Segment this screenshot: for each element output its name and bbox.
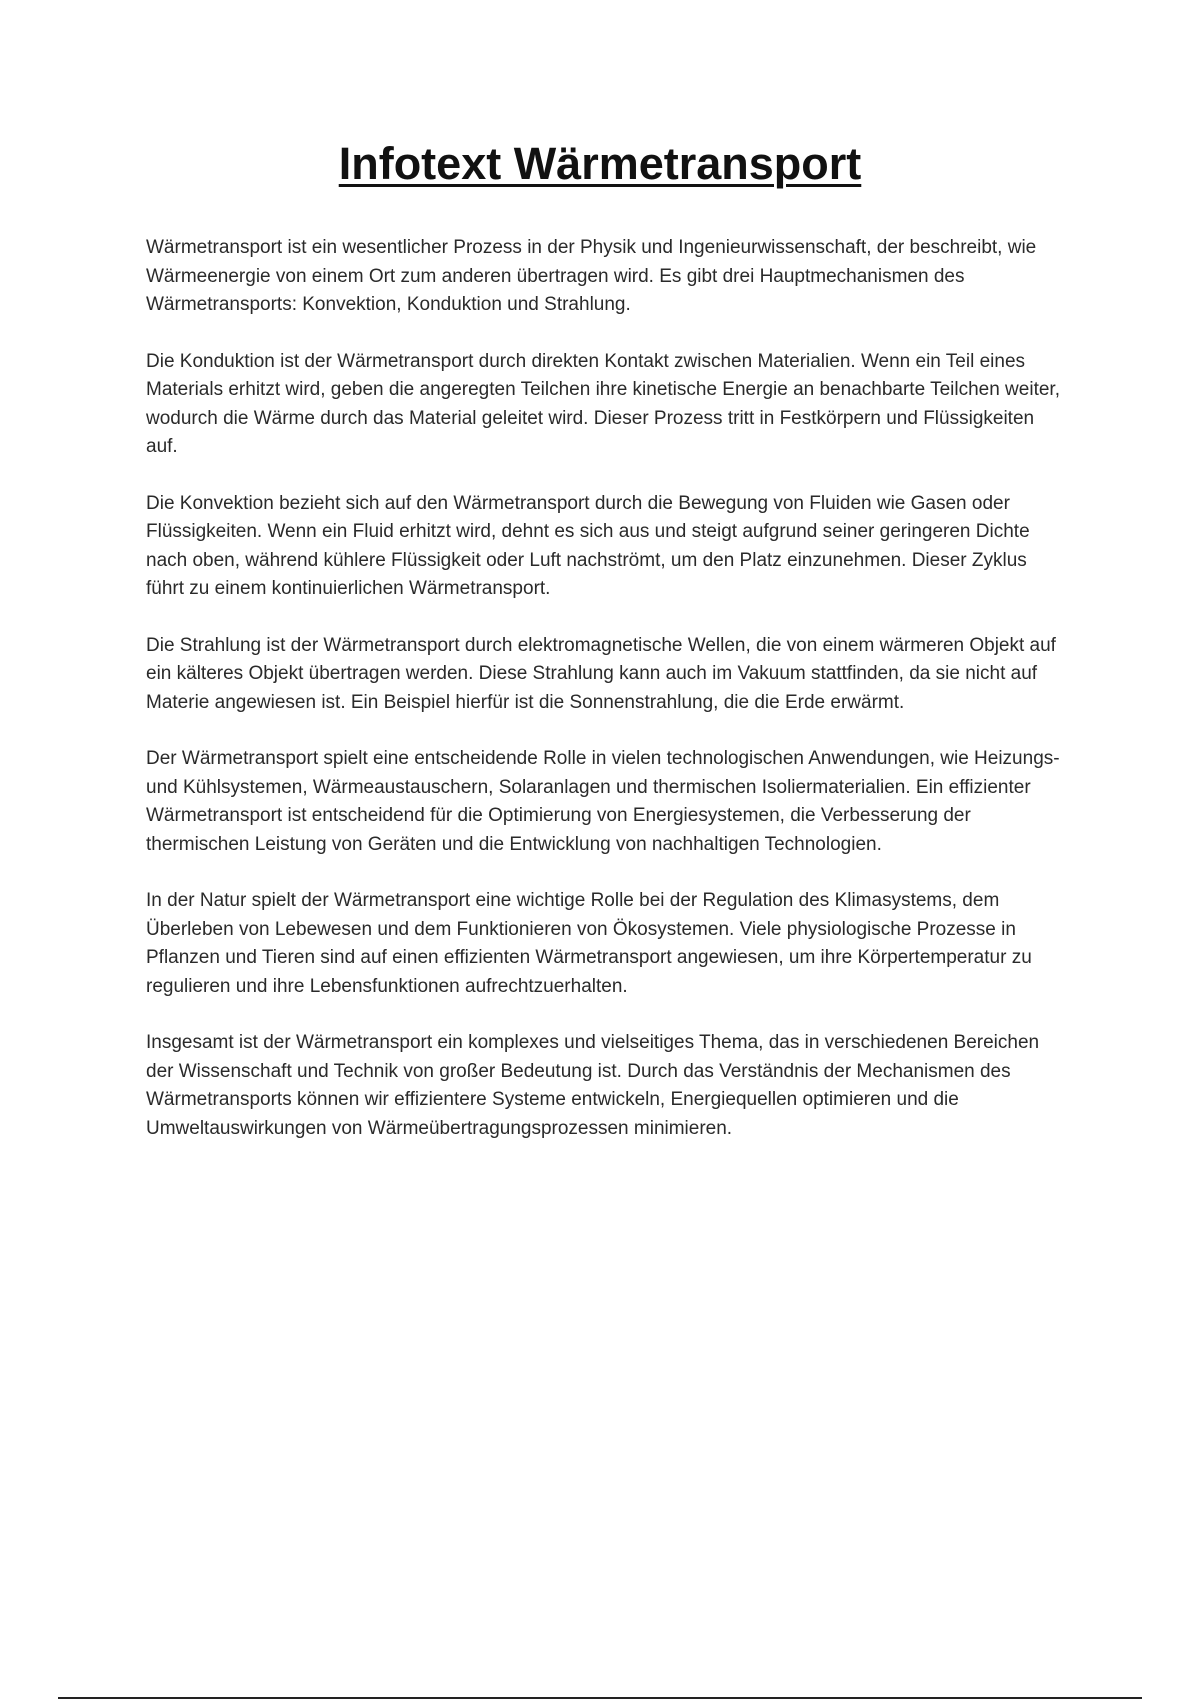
document-title: Infotext Wärmetransport <box>338 138 862 189</box>
paragraph-konduktion: Die Konduktion ist der Wärmetransport durch direkten Kontakt zwischen Materialien. Wenn ein Teil eines Materials erhitzt wird, geben die angeregten Teilchen ihre kinetische Energie an benachbarte Teilchen weiter, wodurch die Wärme durch das Material geleitet wird. Dieser Prozess tritt in Festkörpern und Flüssigkeiten auf. <box>146 350 1060 457</box>
paragraph-natur: In der Natur spielt der Wärmetransport eine wichtige Rolle bei der Regulation des Klimasystems, dem Überleben von Lebewesen und dem Funktionieren von Ökosystemen. Viele physiologische Prozesse in Pflanzen und Tieren sind auf einen effizienten Wärmetransport angewiesen, um ihre Körpertemperatur zu regulieren und ihre Lebensfunktionen aufrechtzuerhalten. <box>146 890 1032 997</box>
paragraph-konvektion: Die Konvektion bezieht sich auf den Wärmetransport durch die Bewegung von Fluiden wie Gasen oder Flüssigkeiten. Wenn ein Fluid erhitzt wird, dehnt es sich aus und steigt aufgrund seiner geringeren Dichte nach oben, während kühlere Flüssigkeit oder Luft nachströmt, um den Platz einzunehmen. Dieser Zyklus führt zu einem kontinuierlichen Wärmetransport. <box>146 492 1030 599</box>
paragraph-intro: Wärmetransport ist ein wesentlicher Prozess in der Physik und Ingenieurwissenschaft, der beschreibt, wie Wärmeenergie von einem Ort zum anderen übertragen wird. Es gibt drei Hauptmechanismen des Wärmetransports: Konvektion, Konduktion und Strahlung. <box>146 237 1037 315</box>
document-body <box>146 234 1066 1171</box>
bottom-divider <box>58 1697 1142 1699</box>
paragraph-strahlung: Die Strahlung ist der Wärmetransport durch elektromagnetische Wellen, die von einem wärmeren Objekt auf ein kälteres Objekt übertragen werden. Diese Strahlung kann auch im Vakuum stattfinden, da sie nicht auf Materie angewiesen ist. Ein Beispiel hierfür ist die Sonnenstrahlung, die die Erde erwärmt. <box>146 634 1056 713</box>
paragraph-anwendungen: Der Wärmetransport spielt eine entscheidende Rolle in vielen technologischen Anwendungen, wie Heizungs- und Kühlsystemen, Wärmeaustauschern, Solaranlagen und thermischen Isoliermaterialien. Ein effizienter Wärmetransport ist entscheidend für die Optimierung von Energiesystemen, die Verbesserung der thermischen Leistung von Geräten und die Entwicklung von nachhaltigen Technologien. <box>146 748 1060 855</box>
paragraph-fazit: Insgesamt ist der Wärmetransport ein komplexes und vielseitiges Thema, das in verschiedenen Bereichen der Wissenschaft und Technik von großer Bedeutung ist. Durch das Verständnis der Mechanismen des Wärmetransports können wir effizientere Systeme entwickeln, Energiequellen optimieren und die Umweltauswirkungen von Wärmeübertragungsprozessen minimieren. <box>146 1032 1040 1139</box>
